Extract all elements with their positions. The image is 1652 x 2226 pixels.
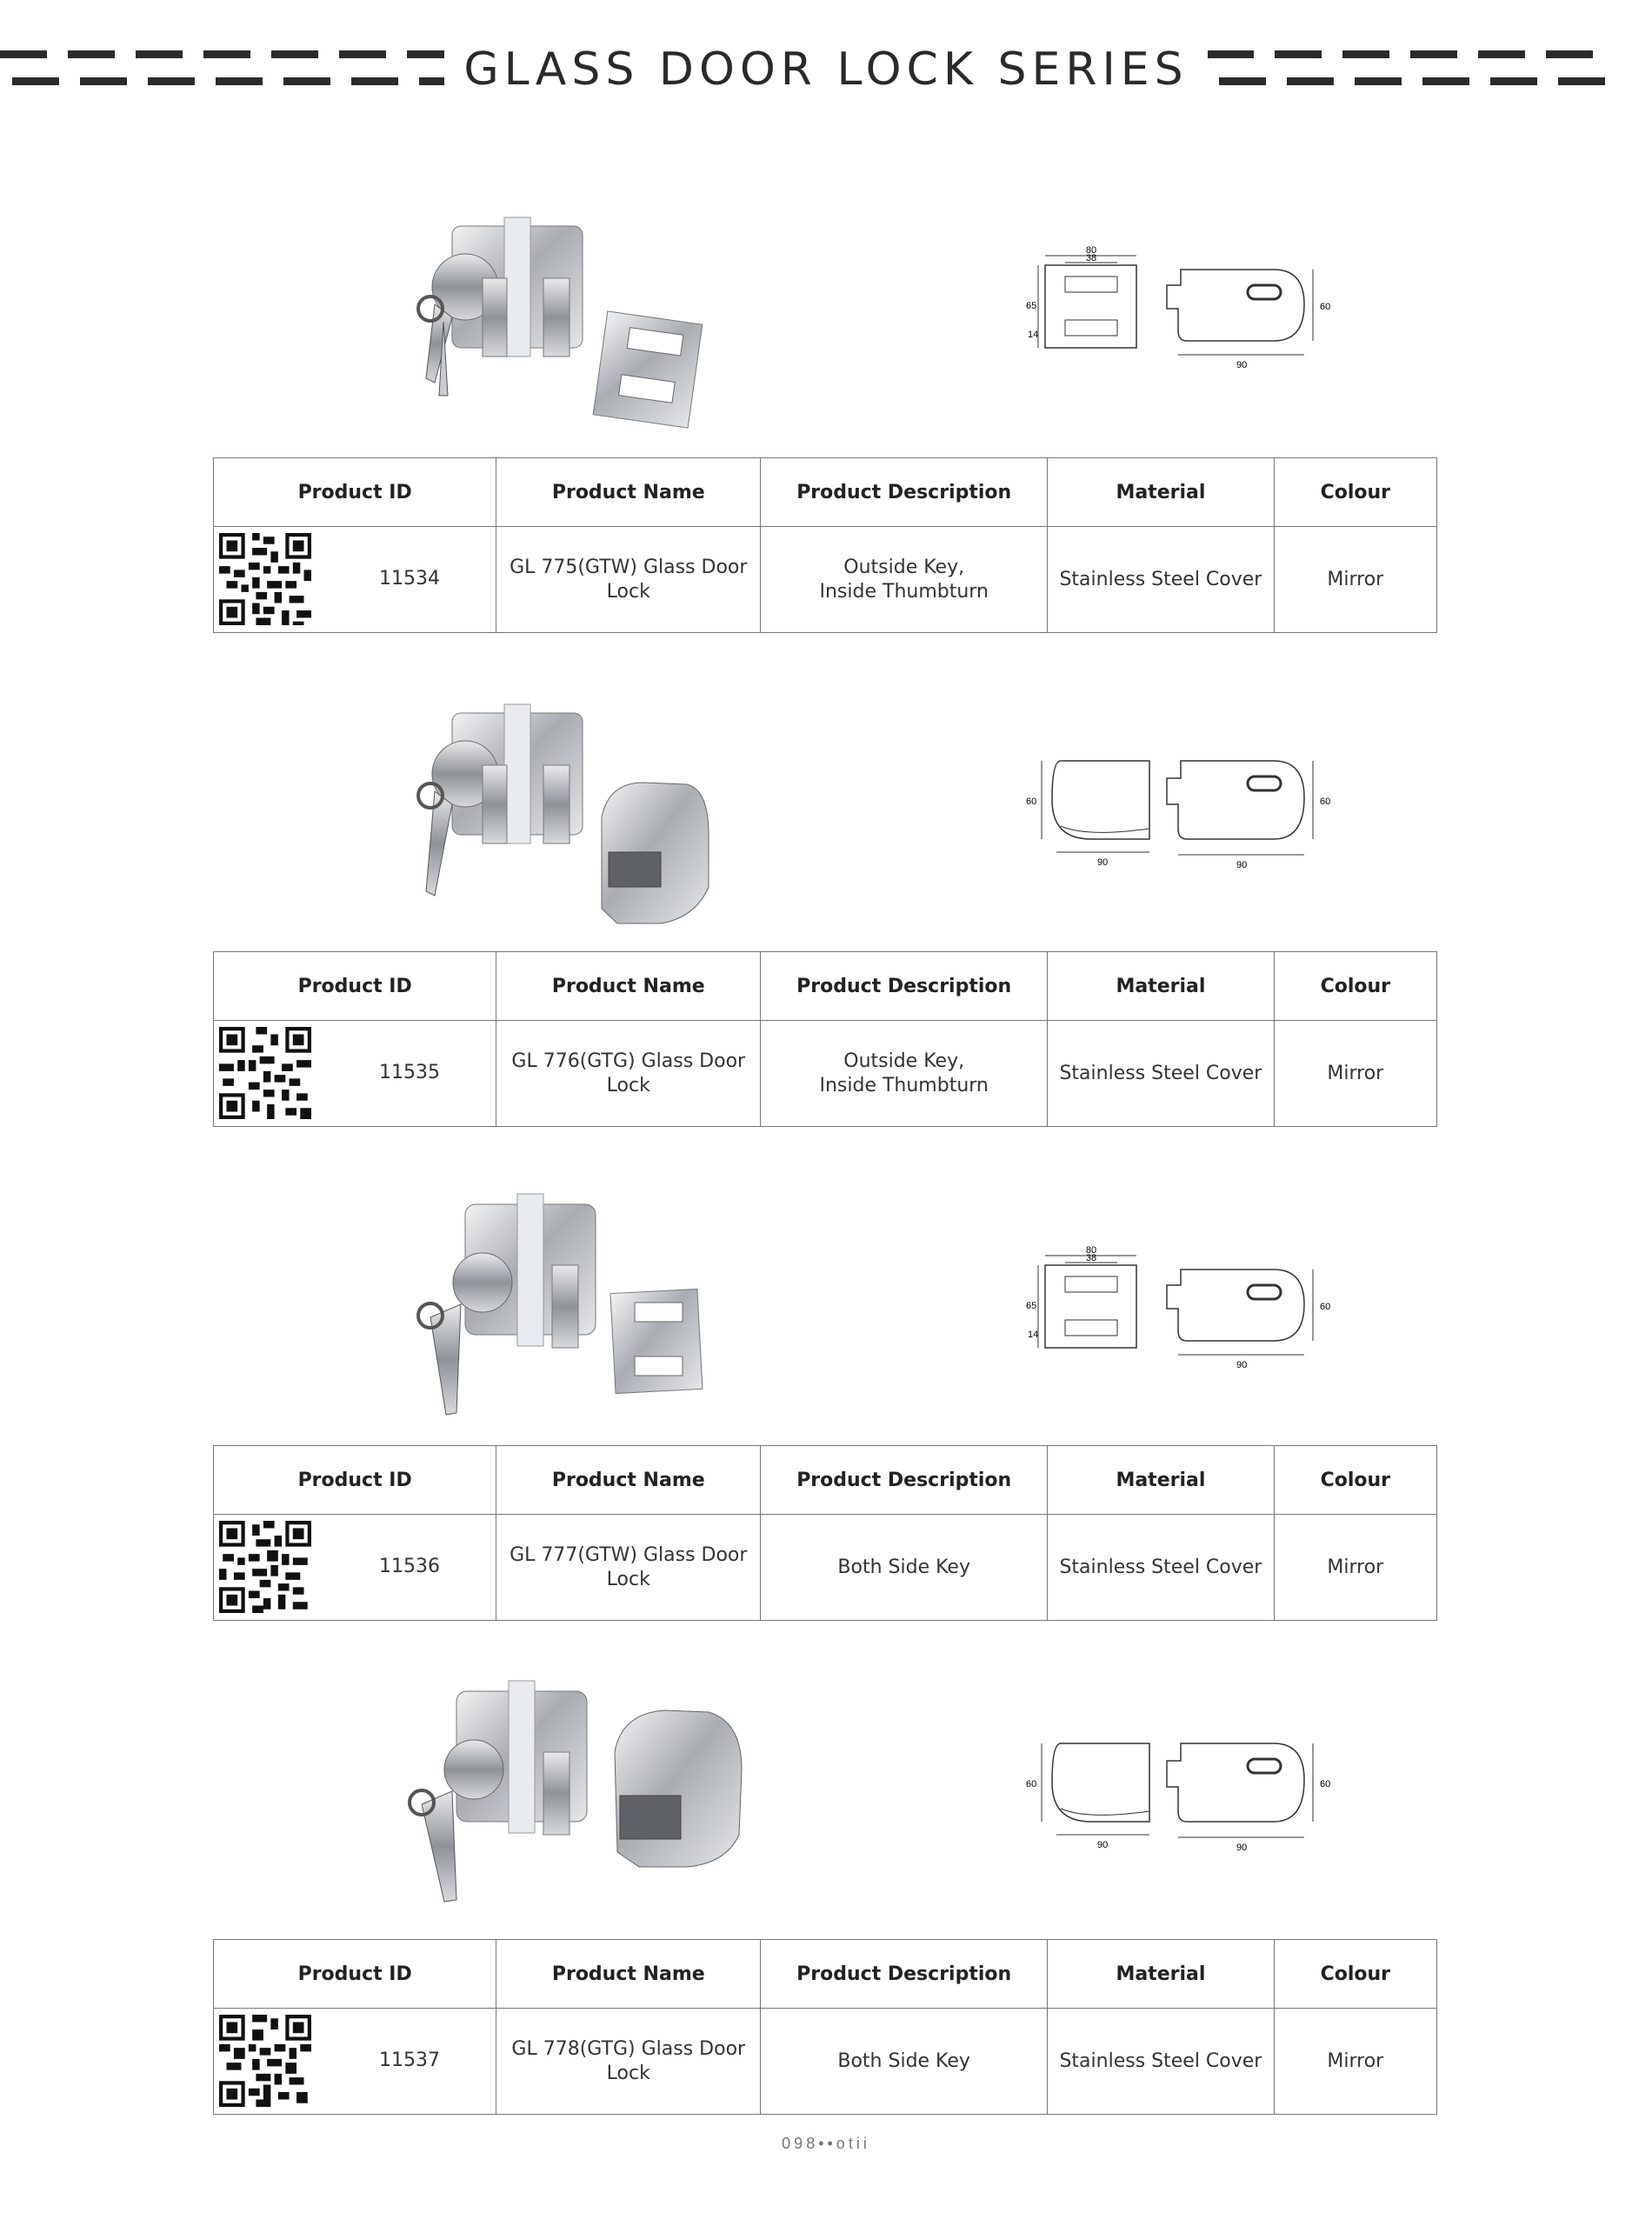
col-product-name: Product Name (496, 952, 761, 1021)
col-product-name: Product Name (496, 458, 761, 527)
col-product-description: Product Description (761, 458, 1048, 527)
svg-text:60: 60 (1320, 302, 1331, 312)
page-title: GLASS DOOR LOCK SERIES (0, 43, 1652, 96)
col-colour: Colour (1274, 1446, 1436, 1515)
product-name: GL 778(GTG) Glass Door Lock (496, 2009, 761, 2115)
spec-table (213, 951, 1437, 1127)
table-header-row (214, 1446, 1437, 1515)
svg-text:60: 60 (1320, 796, 1331, 807)
technical-drawing (1026, 1243, 1348, 1374)
material: Stainless Steel Cover (1048, 1021, 1274, 1127)
col-colour: Colour (1274, 458, 1436, 527)
svg-text:38: 38 (1085, 253, 1097, 263)
svg-text:90: 90 (1236, 1843, 1248, 1853)
technical-drawing (1026, 1735, 1348, 1865)
product-id: 11537 (379, 2049, 440, 2071)
qr-code-icon[interactable] (219, 533, 311, 625)
lock-with-strike-plate-photo (396, 1187, 735, 1422)
col-colour: Colour (1274, 1940, 1436, 2009)
svg-text:60: 60 (1320, 1779, 1331, 1789)
colour: Mirror (1274, 527, 1436, 633)
material: Stainless Steel Cover (1048, 527, 1274, 633)
material: Stainless Steel Cover (1048, 1515, 1274, 1621)
table-row (214, 1021, 1437, 1127)
product-id: 11534 (379, 568, 440, 590)
product-name: GL 775(GTW) Glass Door Lock (496, 527, 761, 633)
svg-text:60: 60 (1026, 796, 1037, 807)
svg-text:14: 14 (1028, 1330, 1039, 1340)
col-product-description: Product Description (761, 1940, 1048, 2009)
product-name: GL 777(GTW) Glass Door Lock (496, 1515, 761, 1621)
col-product-name: Product Name (496, 1940, 761, 2009)
product-id-cell (214, 1021, 496, 1127)
technical-drawing (1026, 752, 1348, 883)
table-row (214, 2009, 1437, 2115)
product-id-cell (214, 1515, 496, 1621)
lock-with-patch-fitting-photo (400, 696, 730, 948)
page-number: 098••otii (782, 2135, 870, 2152)
product-name: GL 776(GTG) Glass Door Lock (496, 1021, 761, 1127)
product-description: Outside Key, Inside Thumbturn (761, 527, 1048, 633)
svg-text:60: 60 (1320, 1302, 1331, 1312)
product-id: 11535 (379, 1062, 440, 1083)
svg-text:38: 38 (1085, 1253, 1097, 1263)
col-product-id: Product ID (214, 458, 496, 527)
table-header-row (214, 458, 1437, 527)
lock-with-patch-fitting-photo (387, 1674, 769, 1909)
spec-table (213, 1445, 1437, 1621)
table-header-row (214, 952, 1437, 1021)
table-row (214, 527, 1437, 633)
product-id: 11536 (379, 1556, 440, 1577)
page-header (0, 43, 1652, 103)
col-material: Material (1048, 458, 1274, 527)
svg-text:14: 14 (1028, 330, 1039, 340)
col-material: Material (1048, 1940, 1274, 2009)
product-id-cell (214, 2009, 496, 2115)
spec-table (213, 457, 1437, 633)
col-material: Material (1048, 952, 1274, 1021)
lock-with-strike-plate-photo (400, 209, 730, 435)
qr-code-icon[interactable] (219, 1027, 311, 1119)
product-id-cell (214, 527, 496, 633)
svg-text:90: 90 (1097, 1840, 1109, 1850)
svg-text:90: 90 (1097, 857, 1109, 868)
svg-text:90: 90 (1236, 360, 1248, 370)
col-product-id: Product ID (214, 1940, 496, 2009)
svg-text:65: 65 (1026, 301, 1037, 311)
technical-drawing (1026, 243, 1348, 374)
col-product-description: Product Description (761, 952, 1048, 1021)
colour: Mirror (1274, 1021, 1436, 1127)
svg-text:90: 90 (1236, 860, 1248, 870)
col-product-id: Product ID (214, 1446, 496, 1515)
col-material: Material (1048, 1446, 1274, 1515)
col-product-id: Product ID (214, 952, 496, 1021)
svg-text:60: 60 (1026, 1779, 1037, 1789)
qr-code-icon[interactable] (219, 1521, 311, 1613)
table-header-row (214, 1940, 1437, 2009)
product-description: Outside Key, Inside Thumbturn (761, 1021, 1048, 1127)
svg-text:80: 80 (1085, 1245, 1097, 1256)
col-product-description: Product Description (761, 1446, 1048, 1515)
col-product-name: Product Name (496, 1446, 761, 1515)
colour: Mirror (1274, 2009, 1436, 2115)
svg-text:90: 90 (1236, 1360, 1248, 1370)
product-description: Both Side Key (761, 1515, 1048, 1621)
svg-text:80: 80 (1085, 245, 1097, 256)
qr-code-icon[interactable] (219, 2015, 311, 2107)
spec-table (213, 1939, 1437, 2115)
col-colour: Colour (1274, 952, 1436, 1021)
svg-text:65: 65 (1026, 1301, 1037, 1311)
colour: Mirror (1274, 1515, 1436, 1621)
product-description: Both Side Key (761, 2009, 1048, 2115)
table-row (214, 1515, 1437, 1621)
material: Stainless Steel Cover (1048, 2009, 1274, 2115)
